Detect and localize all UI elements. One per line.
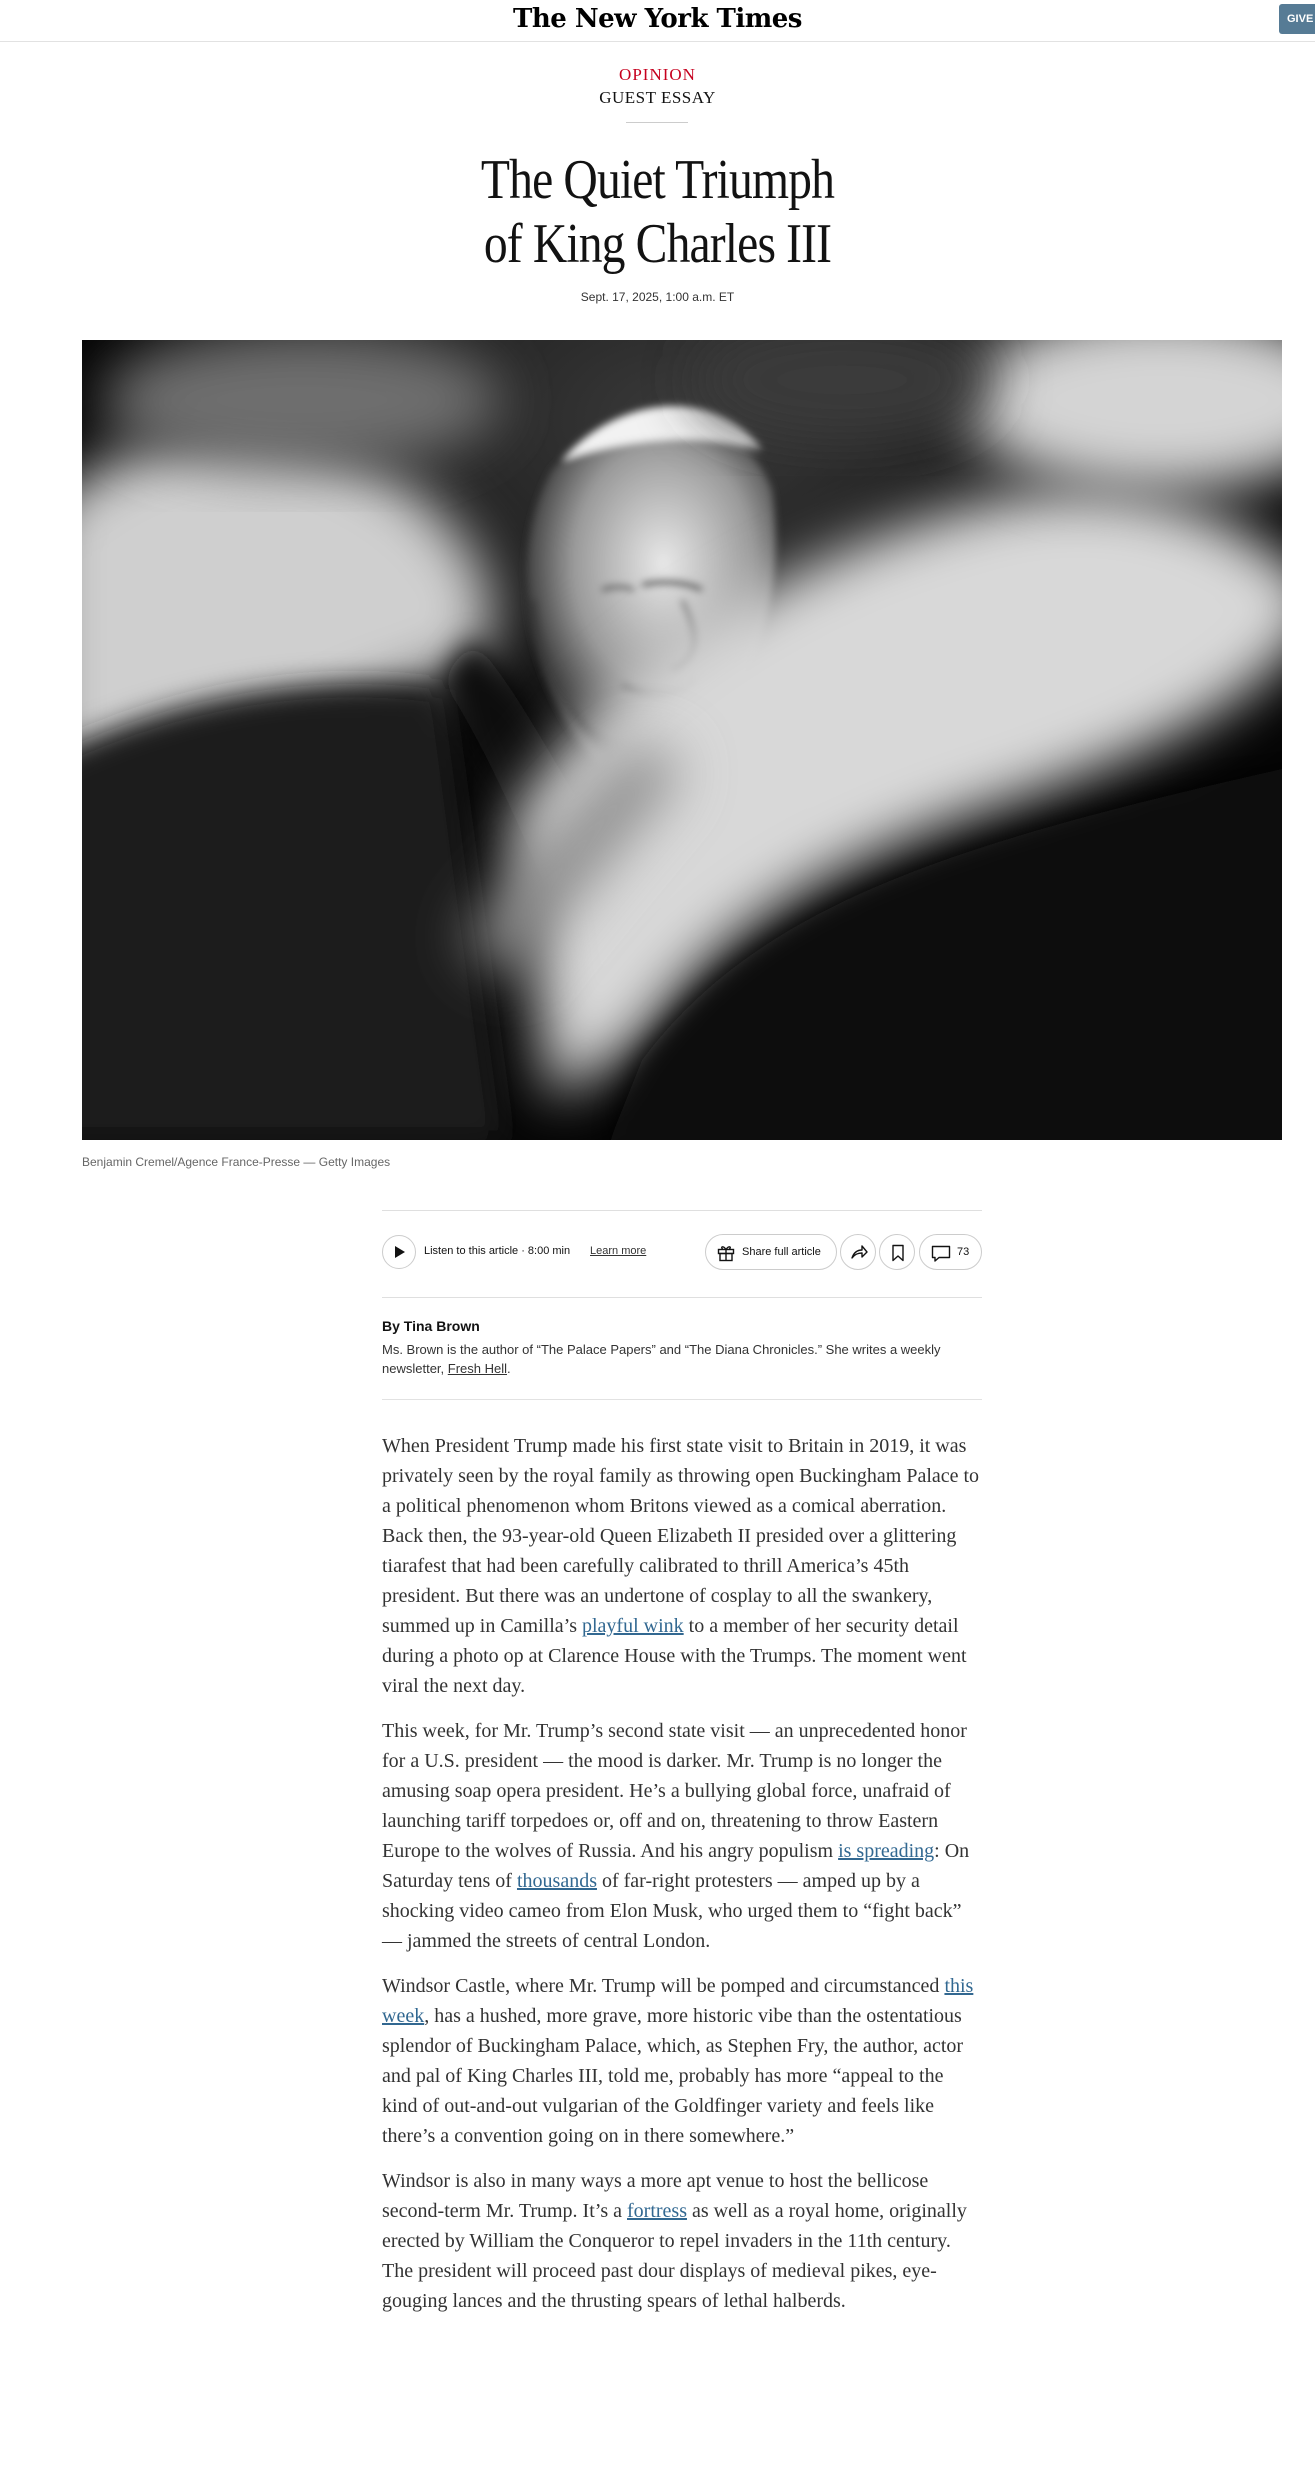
bookmark-icon bbox=[889, 1244, 907, 1262]
hero-photo bbox=[82, 340, 1282, 1140]
this-week-link[interactable]: this week bbox=[382, 1975, 974, 2027]
photo-credit: Benjamin Cremel/Agence France-Presse — Getty Images bbox=[82, 1155, 391, 1169]
paragraph-4 bbox=[382, 2166, 982, 2316]
give-button[interactable]: GIVE bbox=[1279, 4, 1315, 34]
headline-line-1: The Quiet Triumph bbox=[480, 149, 835, 211]
fresh-hell-link[interactable]: Fresh Hell bbox=[447, 1361, 508, 1376]
masthead-logo[interactable]: The New York Times bbox=[513, 4, 802, 34]
paragraph-text: When President Trump made his first state visit to Britain in 2019, it was privately seen by the royal family as throwing open Buckingham Palace to a political phenomenon whom Britons viewed as a comical aberration. Back then, the 93-year-old Queen Elizabeth II presided over a glittering tiarafest that had been carefully calibrated to thrill America’s 45th president. But there was an undertone of cosplay to all the swankery, summed up in Camilla’s bbox=[382, 1435, 980, 1637]
paragraph-text: , has a hushed, more grave, more historic vibe than the ostentatious splendor of Buckingham Palace, which, as Stephen Fry, the author, actor and pal of King Charles III, told me, probably has more “appeal to the kind of out-and-out vulgarian of the Goldfinger variety and feels like there’s a convention going on in there somewhere.” bbox=[382, 2005, 964, 2147]
author-bio bbox=[382, 1340, 982, 1378]
paragraph-text: to a member of her security detail during a photo op at Clarence House with the Trumps. The moment went viral the next day. bbox=[382, 1615, 967, 1697]
article-body bbox=[382, 1431, 982, 2331]
hero-image bbox=[82, 340, 1282, 1140]
paragraph-text: This week, for Mr. Trump’s second state visit — an unprecedented honor for a U.S. president — the mood is darker. Mr. Trump is no longer the amusing soap opera president. He’s a bullying global force, unafraid of launching tariff torpedoes or, off and on, threatening to throw Eastern Europe to the wolves of Russia. And his angry populism bbox=[382, 1720, 967, 1862]
headline bbox=[99, 148, 1217, 276]
paragraph-text: : On Saturday tens of bbox=[382, 1840, 970, 1892]
top-bar bbox=[0, 0, 1315, 42]
byline-divider bbox=[382, 1399, 982, 1400]
paragraph-3 bbox=[382, 1971, 982, 2151]
comment-icon bbox=[931, 1245, 951, 1263]
paragraph-text: Windsor is also in many ways a more apt venue to host the bellicose second-term Mr. Trump. It’s a bbox=[382, 2170, 929, 2222]
playful-wink-link[interactable]: playful wink bbox=[582, 1615, 684, 1637]
paragraph-text: as well as a royal home, originally erected by William the Conqueror to repel invaders in the 11th century. The president will proceed past dour displays of medieval pikes, eye-gouging lances and the thrusting spears of lethal halberds. bbox=[382, 2200, 967, 2312]
byline-author[interactable]: By Tina Brown bbox=[382, 1318, 480, 1334]
share-full-article-button[interactable] bbox=[705, 1234, 837, 1270]
play-audio-button[interactable] bbox=[382, 1235, 416, 1269]
comment-count: 73 bbox=[957, 1246, 970, 1258]
fortress-link[interactable]: fortress bbox=[627, 2200, 687, 2222]
share-button[interactable] bbox=[840, 1234, 876, 1270]
paragraph-1 bbox=[382, 1431, 982, 1701]
share-arrow-icon bbox=[850, 1244, 868, 1262]
listen-label: Listen to this article · 8:00 min bbox=[424, 1245, 571, 1257]
bio-end: . bbox=[507, 1361, 511, 1376]
article-label: GUEST ESSAY bbox=[599, 88, 716, 107]
article-toolbar bbox=[382, 1210, 982, 1298]
share-label: Share full article bbox=[742, 1246, 821, 1258]
save-bookmark-button[interactable] bbox=[879, 1234, 915, 1270]
is-spreading-link[interactable]: is spreading bbox=[838, 1840, 935, 1862]
dateline: Sept. 17, 2025, 1:00 a.m. ET bbox=[580, 290, 735, 304]
thousands-link[interactable]: thousands bbox=[516, 1870, 597, 1892]
learn-more-link[interactable]: Learn more bbox=[590, 1245, 647, 1257]
paragraph-text: Windsor Castle, where Mr. Trump will be pomped and circumstanced bbox=[382, 1975, 945, 1997]
headline-line-2: of King Charles III bbox=[483, 213, 832, 275]
bio-text: Ms. Brown is the author of “The Palace Papers” and “The Diana Chronicles.” She writes a weekly newsletter, bbox=[382, 1342, 941, 1376]
header-divider bbox=[626, 122, 688, 123]
paragraph-2 bbox=[382, 1716, 982, 1956]
paragraph-text: of far-right protesters — amped up by a shocking video cameo from Elon Musk, who urged them to “fight back” — jammed the streets of central London. bbox=[382, 1870, 962, 1952]
gift-icon bbox=[717, 1244, 735, 1262]
comments-button[interactable] bbox=[919, 1234, 982, 1270]
play-icon bbox=[395, 1246, 405, 1258]
section-kicker[interactable]: OPINION bbox=[619, 65, 696, 84]
